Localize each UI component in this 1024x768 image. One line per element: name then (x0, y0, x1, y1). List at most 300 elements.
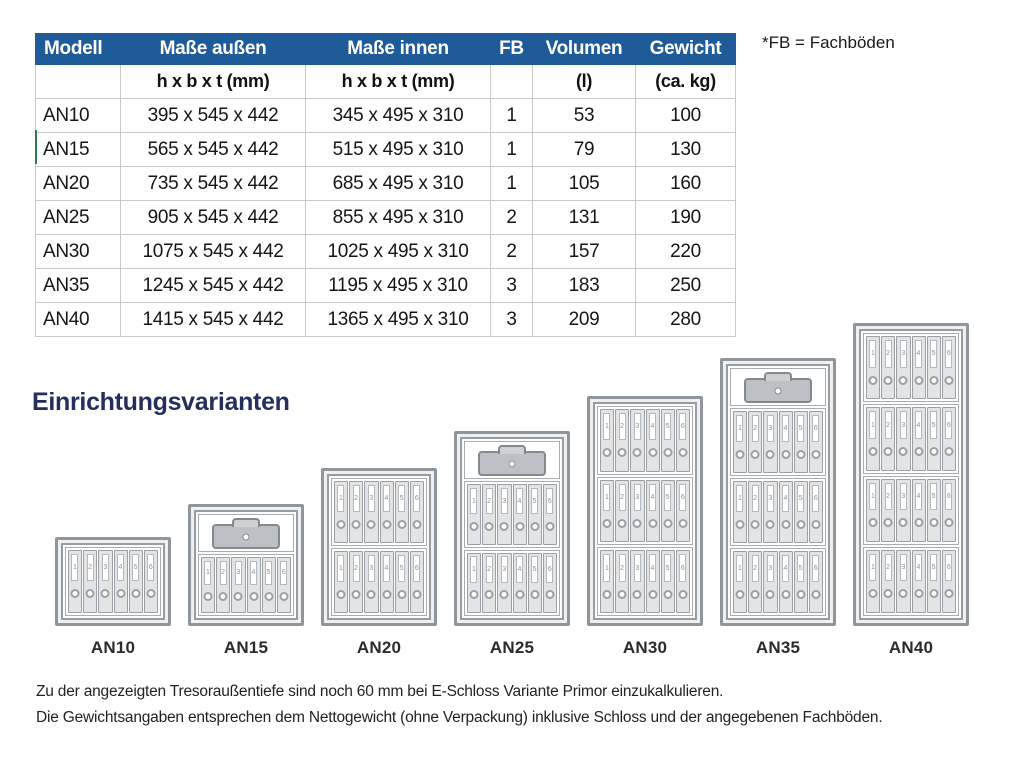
binder-icon (334, 551, 348, 613)
binder-icon (349, 481, 363, 543)
binder-label: 5 (664, 413, 671, 440)
spec-table-grid (35, 33, 736, 337)
binder-icon (98, 550, 112, 613)
binder-shelf (730, 408, 826, 476)
table-row (36, 167, 736, 201)
binder-icon (676, 550, 690, 613)
table-cell: 1365 x 495 x 310 (306, 303, 491, 337)
binder-label: 6 (945, 411, 952, 439)
table-unit-header: (l) (533, 65, 636, 99)
safe-item-AN25 (454, 431, 570, 658)
safe-label: AN30 (622, 638, 668, 657)
binder-label: 2 (885, 483, 892, 511)
binder-hole (736, 590, 745, 599)
binder-icon (942, 407, 956, 470)
safe-AN40 (853, 323, 969, 626)
binder-icon (630, 409, 644, 472)
binder-icon (881, 336, 895, 399)
binder-hole (869, 589, 878, 598)
binder-hole (929, 589, 938, 598)
binder-icon (912, 550, 926, 613)
binder-label: 6 (945, 483, 952, 511)
binder-icon (231, 557, 245, 613)
binder-icon (748, 481, 762, 543)
binder-label: 4 (782, 555, 789, 582)
binder-icon (661, 550, 675, 613)
binder-hole (249, 592, 258, 601)
safe-AN15 (188, 504, 304, 626)
binder-hole (500, 590, 509, 599)
binder-hole (781, 590, 790, 599)
binder-label: 1 (736, 555, 743, 582)
table-cell: 1195 x 495 x 310 (306, 269, 491, 303)
binder-icon (661, 480, 675, 543)
table-units-row (36, 65, 736, 99)
table-cell: 1245 x 545 x 442 (121, 269, 306, 303)
binder-label: 4 (782, 415, 789, 442)
binder-icon (630, 480, 644, 543)
binder-shelf (597, 406, 693, 475)
safe-door-interior (61, 543, 165, 620)
binder-icon (779, 411, 793, 473)
safe-AN30 (587, 396, 703, 626)
binder-label: 6 (546, 556, 553, 582)
binder-hole (397, 520, 406, 529)
binder-hole (678, 590, 687, 599)
binder-label: 2 (486, 488, 493, 514)
binder-label: 4 (649, 484, 656, 511)
binder-hole (412, 520, 421, 529)
binder-hole (811, 520, 820, 529)
binder-label: 4 (117, 554, 124, 581)
table-row (36, 269, 736, 303)
binder-icon (896, 336, 910, 399)
binder-label: 1 (71, 554, 78, 581)
binder-icon (277, 557, 291, 613)
cashbox-icon (212, 524, 280, 549)
binder-hole (648, 448, 657, 457)
table-cell: 79 (533, 133, 636, 167)
binder-label: 5 (531, 556, 538, 582)
binder-hole (751, 520, 760, 529)
table-cell: AN10 (36, 99, 121, 133)
table-cell: AN40 (36, 303, 121, 337)
binder-icon (881, 550, 895, 613)
binder-shelf (331, 478, 427, 546)
binder-hole (899, 518, 908, 527)
binder-label: 5 (797, 555, 804, 582)
table-cell: 2 (491, 201, 533, 235)
binder-label: 1 (869, 340, 876, 368)
binder-hole (914, 589, 923, 598)
table-header-row (36, 34, 736, 65)
binder-icon (615, 550, 629, 613)
table-cell: 100 (636, 99, 736, 133)
binder-label: 2 (619, 413, 626, 440)
table-cell: 183 (533, 269, 636, 303)
table-col-header: Maße außen (121, 34, 306, 65)
binder-icon (927, 336, 941, 399)
binder-label: 3 (501, 488, 508, 514)
binder-label: 1 (470, 556, 477, 582)
table-cell: 1415 x 545 x 442 (121, 303, 306, 337)
binder-icon (881, 407, 895, 470)
binder-icon (809, 411, 823, 473)
safe-label: AN15 (223, 638, 269, 657)
binder-icon (779, 551, 793, 613)
binder-hole (545, 590, 554, 599)
table-cell: AN25 (36, 201, 121, 235)
safe-label: AN10 (90, 638, 136, 657)
binder-hole (796, 590, 805, 599)
safe-AN20 (321, 468, 437, 626)
binder-hole (944, 376, 953, 385)
table-cell: AN35 (36, 269, 121, 303)
binder-icon (896, 479, 910, 542)
binder-hole (530, 590, 539, 599)
table-cell: 280 (636, 303, 736, 337)
table-cell: 209 (533, 303, 636, 337)
binder-hole (766, 450, 775, 459)
binder-icon (216, 557, 230, 613)
binder-icon (349, 551, 363, 613)
table-cell: 3 (491, 303, 533, 337)
table-unit-header (36, 65, 121, 99)
binder-hole (944, 447, 953, 456)
binder-hole (337, 520, 346, 529)
binder-icon (497, 484, 511, 545)
binder-hole (485, 590, 494, 599)
binder-label: 2 (486, 556, 493, 582)
binder-shelf (464, 550, 560, 617)
binder-label: 5 (398, 555, 405, 582)
binder-icon (881, 479, 895, 542)
binder-label: 4 (915, 340, 922, 368)
table-row (36, 201, 736, 235)
binder-label: 5 (664, 484, 671, 511)
safe-item-AN15 (188, 504, 304, 658)
safe-AN10 (55, 537, 171, 626)
binder-label: 1 (204, 561, 211, 585)
binder-label: 4 (782, 485, 789, 512)
binder-label: 4 (516, 556, 523, 582)
binder-icon (467, 484, 481, 545)
table-cell: 157 (533, 235, 636, 269)
binder-shelf (863, 404, 959, 473)
binder-label: 4 (915, 483, 922, 511)
table-cell: 130 (636, 133, 736, 167)
binder-hole (470, 522, 479, 531)
binder-label: 3 (900, 554, 907, 582)
binder-label: 6 (812, 555, 819, 582)
safe-door-interior (859, 329, 963, 620)
binder-hole (781, 520, 790, 529)
binder-label: 3 (634, 484, 641, 511)
binder-icon (646, 409, 660, 472)
binder-icon (779, 481, 793, 543)
binder-shelf (597, 477, 693, 546)
binder-hole (663, 519, 672, 528)
table-cell: 53 (533, 99, 636, 133)
binder-hole (618, 448, 627, 457)
binder-label: 6 (147, 554, 154, 581)
binder-label: 5 (398, 485, 405, 512)
table-cell: 220 (636, 235, 736, 269)
binder-icon (364, 481, 378, 543)
binder-label: 3 (900, 411, 907, 439)
binder-hole (914, 518, 923, 527)
binder-hole (603, 448, 612, 457)
binder-icon (513, 553, 527, 614)
safe-label: AN40 (888, 638, 934, 657)
binder-shelf (464, 481, 560, 548)
binder-hole (633, 448, 642, 457)
binder-label: 1 (603, 484, 610, 511)
binder-hole (899, 376, 908, 385)
table-cell: 1075 x 545 x 442 (121, 235, 306, 269)
binder-label: 4 (250, 561, 257, 585)
binder-label: 1 (869, 411, 876, 439)
binder-hole (500, 522, 509, 531)
binder-icon (380, 551, 394, 613)
table-cell: 905 x 545 x 442 (121, 201, 306, 235)
binder-label: 3 (235, 561, 242, 585)
binder-label: 3 (767, 555, 774, 582)
binder-icon (247, 557, 261, 613)
binder-icon (912, 479, 926, 542)
binder-hole (352, 590, 361, 599)
binder-icon (129, 550, 143, 613)
binder-label: 1 (869, 554, 876, 582)
binder-label: 1 (736, 415, 743, 442)
fb-footnote: *FB = Fachböden (762, 33, 895, 52)
binder-icon (600, 409, 614, 472)
safe-door-interior (194, 510, 298, 620)
binder-hole (470, 590, 479, 599)
binder-hole (515, 590, 524, 599)
binder-icon (927, 407, 941, 470)
cashbox-icon (478, 451, 546, 476)
safe-item-AN20 (321, 468, 437, 658)
binder-icon (927, 550, 941, 613)
binder-icon (630, 550, 644, 613)
table-cell: 1025 x 495 x 310 (306, 235, 491, 269)
binder-hole (101, 589, 110, 598)
binder-label: 6 (546, 488, 553, 514)
binder-hole (648, 519, 657, 528)
binder-hole (663, 590, 672, 599)
binder-hole (884, 447, 893, 456)
binder-icon (646, 550, 660, 613)
binder-label: 6 (945, 340, 952, 368)
binder-icon (733, 481, 747, 543)
footnote-line: Zu der angezeigten Tresoraußentiefe sind noch 60 mm bei E-Schloss Variante Primor einzukalkulieren. (36, 683, 724, 700)
table-cell: 855 x 495 x 310 (306, 201, 491, 235)
table-row (36, 235, 736, 269)
table-row (36, 99, 736, 133)
binder-icon (467, 553, 481, 614)
binder-icon (794, 481, 808, 543)
table-cell: 250 (636, 269, 736, 303)
binder-icon (334, 481, 348, 543)
binder-icon (410, 481, 424, 543)
binder-hole (869, 518, 878, 527)
binder-icon (528, 484, 542, 545)
binder-icon (676, 409, 690, 472)
binder-icon (262, 557, 276, 613)
binder-label: 1 (736, 485, 743, 512)
binder-hole (914, 376, 923, 385)
safe-door-interior (460, 437, 564, 620)
cashbox-shelf (198, 514, 294, 552)
table-unit-header (491, 65, 533, 99)
binder-hole (751, 590, 760, 599)
binder-icon (794, 551, 808, 613)
cell-cursor (35, 130, 37, 164)
binder-hole (751, 450, 760, 459)
binder-label: 6 (679, 484, 686, 511)
binder-hole (131, 589, 140, 598)
binder-icon (482, 484, 496, 545)
binder-label: 2 (220, 561, 227, 585)
table-col-header: Volumen (533, 34, 636, 65)
binder-label: 1 (337, 485, 344, 512)
table-unit-header: h x b x t (mm) (121, 65, 306, 99)
binder-label: 2 (752, 485, 759, 512)
binder-label: 5 (132, 554, 139, 581)
binder-hole (219, 592, 228, 601)
binder-hole (382, 590, 391, 599)
binder-hole (367, 590, 376, 599)
binder-label: 2 (353, 485, 360, 512)
binder-label: 5 (930, 483, 937, 511)
safe-item-AN40 (853, 323, 969, 658)
binder-icon (497, 553, 511, 614)
binder-hole (811, 590, 820, 599)
safes-illustration (55, 315, 969, 658)
binder-icon (866, 407, 880, 470)
binder-hole (766, 590, 775, 599)
binder-label: 1 (603, 413, 610, 440)
binder-hole (884, 518, 893, 527)
cashbox-icon (744, 378, 812, 403)
binder-hole (337, 590, 346, 599)
binder-label: 2 (353, 555, 360, 582)
binder-hole (766, 520, 775, 529)
binder-icon (600, 480, 614, 543)
table-col-header: Maße innen (306, 34, 491, 65)
binder-hole (234, 592, 243, 601)
table-cell: 565 x 545 x 442 (121, 133, 306, 167)
binder-icon (927, 479, 941, 542)
binder-icon (896, 407, 910, 470)
binder-label: 6 (413, 555, 420, 582)
binder-hole (944, 589, 953, 598)
binder-icon (866, 479, 880, 542)
binder-icon (615, 480, 629, 543)
binder-icon (201, 557, 215, 613)
binder-hole (603, 590, 612, 599)
table-cell: 345 x 495 x 310 (306, 99, 491, 133)
binder-icon (410, 551, 424, 613)
binder-label: 3 (634, 554, 641, 581)
table-cell: 1 (491, 167, 533, 201)
binder-label: 5 (797, 415, 804, 442)
table-cell: AN15 (36, 133, 121, 167)
binder-label: 5 (930, 411, 937, 439)
binder-label: 3 (767, 485, 774, 512)
table-cell: AN30 (36, 235, 121, 269)
binder-icon (543, 484, 557, 545)
binder-label: 5 (930, 554, 937, 582)
binder-label: 6 (945, 554, 952, 582)
table-cell: 1 (491, 133, 533, 167)
binder-hole (781, 450, 790, 459)
binder-hole (618, 519, 627, 528)
binder-icon (896, 550, 910, 613)
binder-hole (869, 376, 878, 385)
binder-shelf (863, 333, 959, 402)
binder-hole (899, 589, 908, 598)
binder-label: 5 (664, 554, 671, 581)
cashbox-shelf (464, 441, 560, 479)
spec-table (35, 33, 735, 337)
binder-label: 2 (752, 555, 759, 582)
table-col-header: Gewicht (636, 34, 736, 65)
binder-label: 4 (649, 554, 656, 581)
binder-label: 2 (619, 554, 626, 581)
safe-door-interior (327, 474, 431, 620)
table-unit-header: (ca. kg) (636, 65, 736, 99)
binder-icon (733, 411, 747, 473)
binder-label: 6 (679, 413, 686, 440)
binder-hole (146, 589, 155, 598)
binder-icon (942, 550, 956, 613)
safe-door-interior (726, 364, 830, 620)
binder-label: 2 (885, 411, 892, 439)
binder-hole (412, 590, 421, 599)
binder-label: 3 (767, 415, 774, 442)
binder-hole (929, 518, 938, 527)
binder-hole (204, 592, 213, 601)
binder-shelf (597, 547, 693, 616)
binder-icon (809, 481, 823, 543)
binder-icon (763, 481, 777, 543)
safe-door-interior (593, 402, 697, 620)
binder-shelf (198, 554, 294, 616)
binder-icon (482, 553, 496, 614)
binder-icon (144, 550, 158, 613)
binder-label: 6 (812, 415, 819, 442)
binder-label: 2 (752, 415, 759, 442)
binder-hole (279, 592, 288, 601)
binder-shelf (730, 548, 826, 616)
table-col-header: Modell (36, 34, 121, 65)
cashbox-shelf (730, 368, 826, 406)
binder-label: 3 (102, 554, 109, 581)
binder-label: 3 (900, 483, 907, 511)
binder-hole (367, 520, 376, 529)
binder-label: 1 (337, 555, 344, 582)
binder-hole (485, 522, 494, 531)
safe-item-AN35 (720, 358, 836, 658)
binder-hole (116, 589, 125, 598)
table-cell: 105 (533, 167, 636, 201)
binder-hole (633, 519, 642, 528)
binder-label: 4 (915, 411, 922, 439)
binder-label: 4 (516, 488, 523, 514)
binder-hole (811, 450, 820, 459)
